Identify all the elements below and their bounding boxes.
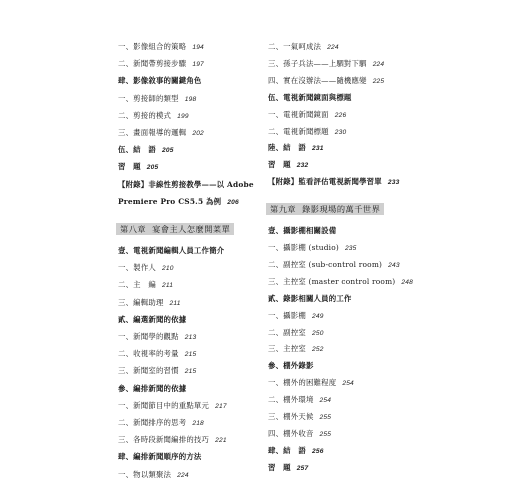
toc-entry-title: 三、各時段新聞編排的技巧 bbox=[118, 435, 210, 445]
toc-entry-title: 二、副控室 (sub-control room) bbox=[268, 259, 383, 269]
toc-page-number: 206 bbox=[227, 198, 239, 206]
toc-entry-title: 陸、結 語 bbox=[268, 143, 306, 153]
toc-section-entry[interactable] bbox=[118, 180, 254, 190]
toc-page-number: 232 bbox=[296, 162, 309, 170]
toc-page-number: 250 bbox=[311, 329, 324, 337]
toc-entry[interactable] bbox=[268, 429, 331, 440]
toc-entry[interactable] bbox=[118, 332, 196, 343]
toc-page-number: 218 bbox=[192, 420, 204, 427]
toc-entry-title: 二、新聞帶剪接步驟 bbox=[118, 59, 187, 69]
toc-entry-title: 一、攝影棚 (studio) bbox=[268, 243, 339, 252]
toc-entry[interactable] bbox=[268, 311, 324, 322]
toc-entry[interactable] bbox=[268, 42, 339, 53]
toc-page-number: 202 bbox=[192, 130, 204, 137]
toc-entry[interactable] bbox=[268, 277, 413, 288]
toc-entry-title: 【附錄】非線性剪接教學——以 Adobe bbox=[118, 179, 254, 189]
toc-page-number: 205 bbox=[146, 164, 159, 172]
toc-page-number: 210 bbox=[161, 265, 174, 273]
toc-entry[interactable] bbox=[268, 260, 400, 271]
toc-page-number: 198 bbox=[184, 95, 197, 103]
toc-page-number: 211 bbox=[169, 299, 181, 307]
toc-entry[interactable] bbox=[118, 263, 174, 274]
chapter-heading bbox=[116, 223, 234, 235]
toc-page-number: 255 bbox=[319, 414, 332, 421]
toc-entry[interactable] bbox=[118, 42, 204, 53]
toc-entry-title: 二、剪接的模式 bbox=[118, 110, 172, 120]
toc-entry[interactable] bbox=[118, 298, 181, 309]
toc-entry[interactable] bbox=[268, 328, 324, 339]
toc-entry-title: 習 題 bbox=[118, 162, 141, 172]
toc-entry-title: 壹、電視新聞編輯人員工作簡介 bbox=[118, 246, 225, 255]
toc-entry[interactable] bbox=[118, 280, 173, 291]
toc-page-number: 226 bbox=[334, 111, 347, 119]
toc-entry-title: 二、棚外環境 bbox=[268, 395, 314, 405]
toc-page-number: 221 bbox=[215, 437, 227, 445]
toc-entry-title: 【附錄】監看評估電視新聞學習單 bbox=[268, 177, 382, 187]
toc-section-entry[interactable] bbox=[268, 463, 308, 474]
toc-entry[interactable] bbox=[118, 366, 196, 377]
toc-entry[interactable] bbox=[118, 94, 196, 105]
toc-page-number: 255 bbox=[319, 430, 332, 438]
toc-entry-title: 習 題 bbox=[268, 160, 291, 170]
toc-entry[interactable] bbox=[118, 349, 196, 360]
toc-section-entry[interactable] bbox=[268, 93, 352, 103]
toc-entry-title: Premiere Pro CS5.5 為例 bbox=[118, 196, 222, 206]
toc-page-number: 217 bbox=[215, 402, 227, 410]
toc-section-entry[interactable] bbox=[118, 145, 174, 156]
toc-page-number: 215 bbox=[184, 368, 197, 376]
toc-entry[interactable] bbox=[268, 76, 384, 87]
toc-entry-title: 四、棚外收音 bbox=[268, 428, 314, 438]
toc-entry-title: 伍、電視新聞鏡面與標題 bbox=[268, 92, 352, 102]
toc-section-entry[interactable] bbox=[268, 177, 399, 188]
toc-section-entry[interactable] bbox=[268, 160, 308, 171]
toc-page-number: 197 bbox=[192, 61, 204, 69]
toc-page-number: 224 bbox=[177, 471, 189, 479]
toc-entry-title: 二、新聞排序的思考 bbox=[118, 418, 187, 427]
toc-entry[interactable] bbox=[268, 412, 331, 423]
toc-entry-title: 三、新聞室的習慣 bbox=[118, 366, 179, 376]
toc-page-number: 235 bbox=[344, 245, 357, 252]
toc-entry[interactable] bbox=[118, 418, 204, 429]
toc-page-number: 215 bbox=[184, 351, 197, 359]
toc-entry-title: 三、編輯助理 bbox=[118, 297, 164, 307]
toc-entry-title: 一、影像組合的策略 bbox=[118, 42, 187, 51]
toc-page-number: 243 bbox=[388, 261, 400, 269]
toc-entry-title: 一、棚外的困難程度 bbox=[268, 378, 337, 388]
toc-entry-title: 三、主控室 (master control room) bbox=[268, 276, 396, 286]
toc-page-number: 224 bbox=[372, 60, 385, 68]
toc-entry[interactable] bbox=[268, 378, 354, 389]
toc-entry-title: 三、孫子兵法——上駟對下駟 bbox=[268, 58, 367, 68]
toc-entry-title: 習 題 bbox=[268, 462, 291, 472]
toc-entry-title: 肆、結 語 bbox=[268, 445, 306, 455]
toc-entry-title: 參、編排新聞的依據 bbox=[118, 383, 187, 393]
toc-entry-title: 參、棚外錄影 bbox=[268, 361, 314, 371]
toc-page-number: 225 bbox=[372, 77, 385, 85]
toc-entry[interactable] bbox=[268, 110, 346, 121]
toc-page-number: 248 bbox=[401, 278, 413, 286]
toc-section-entry[interactable] bbox=[118, 452, 202, 462]
toc-entry-title: 貳、錄影相關人員的工作 bbox=[268, 293, 352, 303]
toc-entry[interactable] bbox=[118, 59, 204, 70]
toc-entry[interactable] bbox=[268, 395, 331, 406]
toc-section-entry[interactable] bbox=[268, 446, 324, 457]
toc-page-number: 254 bbox=[342, 380, 354, 388]
toc-section-entry[interactable] bbox=[268, 143, 324, 154]
toc-page-number: 205 bbox=[161, 147, 174, 155]
toc-entry-title: 一、剪接師的類型 bbox=[118, 93, 179, 103]
toc-section-entry[interactable] bbox=[268, 226, 336, 236]
toc-entry-title: 肆、影像敘事的關鍵角色 bbox=[118, 76, 202, 86]
toc-page-number: 194 bbox=[192, 44, 204, 51]
toc-entry[interactable] bbox=[268, 127, 346, 138]
toc-section-entry[interactable] bbox=[118, 246, 224, 256]
toc-section-entry[interactable] bbox=[118, 315, 186, 325]
toc-entry[interactable] bbox=[268, 243, 357, 254]
chapter-number: 第九章 bbox=[270, 204, 297, 215]
toc-entry-title: 四、實在沒辦法——隨機應變 bbox=[268, 75, 367, 85]
chapter-title: 宴會主人怎麼開菜單 bbox=[152, 224, 231, 234]
toc-entry-title: 二、電視新聞標題 bbox=[268, 126, 329, 136]
toc-entry[interactable] bbox=[118, 470, 189, 481]
chapter-title: 錄影現場的萬千世界 bbox=[302, 204, 381, 215]
toc-entry-title: 肆、編排新聞順序的方法 bbox=[118, 452, 202, 462]
toc-page-number: 231 bbox=[311, 145, 324, 153]
toc-entry[interactable] bbox=[118, 401, 227, 412]
toc-page-number: 233 bbox=[387, 179, 400, 187]
chapter-number: 第八章 bbox=[120, 224, 147, 234]
toc-entry-title: 伍、結 語 bbox=[118, 145, 156, 155]
toc-entry-title: 三、畫面報導的邏輯 bbox=[118, 128, 187, 137]
toc-page-number: 224 bbox=[327, 44, 339, 51]
toc-page-number: 252 bbox=[311, 346, 324, 354]
chapter-heading bbox=[266, 203, 384, 215]
toc-entry-title: 一、製作人 bbox=[118, 263, 156, 273]
toc-page-number: 254 bbox=[319, 397, 332, 405]
toc-page-number: 256 bbox=[311, 447, 324, 455]
toc-entry-title: 壹、攝影棚相關設備 bbox=[268, 226, 337, 236]
toc-section-entry[interactable] bbox=[118, 162, 158, 173]
toc-entry-title: 三、主控室 bbox=[268, 344, 306, 354]
toc-entry-title: 二、收視率的考量 bbox=[118, 349, 179, 359]
toc-section-entry[interactable] bbox=[268, 294, 352, 304]
toc-page-number: 249 bbox=[311, 312, 324, 320]
toc-page-number: 230 bbox=[334, 128, 347, 136]
toc-entry-title: 一、物以類聚法 bbox=[118, 469, 172, 479]
toc-entry-title: 一、新聞節目中的重點單元 bbox=[118, 400, 210, 410]
toc-section-entry[interactable] bbox=[118, 76, 202, 86]
toc-entry-title: 一、攝影棚 bbox=[268, 310, 306, 320]
toc-entry[interactable] bbox=[118, 111, 189, 122]
toc-section-entry[interactable] bbox=[118, 197, 239, 208]
toc-page-number: 211 bbox=[161, 282, 174, 290]
toc-entry-title: 一、新聞學的觀點 bbox=[118, 332, 179, 341]
toc-entry[interactable] bbox=[118, 435, 227, 446]
toc-page-number: 213 bbox=[184, 334, 197, 341]
toc-section-entry[interactable] bbox=[118, 384, 186, 394]
toc-entry-title: 三、棚外天候 bbox=[268, 412, 314, 421]
toc-entry-title: 貳、編選新聞的依據 bbox=[118, 314, 187, 324]
toc-page-number: 257 bbox=[296, 464, 309, 472]
toc-entry-title: 一、電視新聞鏡面 bbox=[268, 109, 329, 119]
toc-entry-title: 二、一氣呵成法 bbox=[268, 42, 322, 51]
toc-entry-title: 二、副控室 bbox=[268, 327, 306, 337]
toc-section-entry[interactable] bbox=[268, 361, 314, 371]
toc-entry[interactable] bbox=[118, 128, 204, 139]
toc-entry[interactable] bbox=[268, 344, 324, 355]
toc-page-number: 199 bbox=[177, 112, 189, 120]
toc-entry-title: 二、主 編 bbox=[118, 280, 156, 290]
toc-entry[interactable] bbox=[268, 59, 384, 70]
